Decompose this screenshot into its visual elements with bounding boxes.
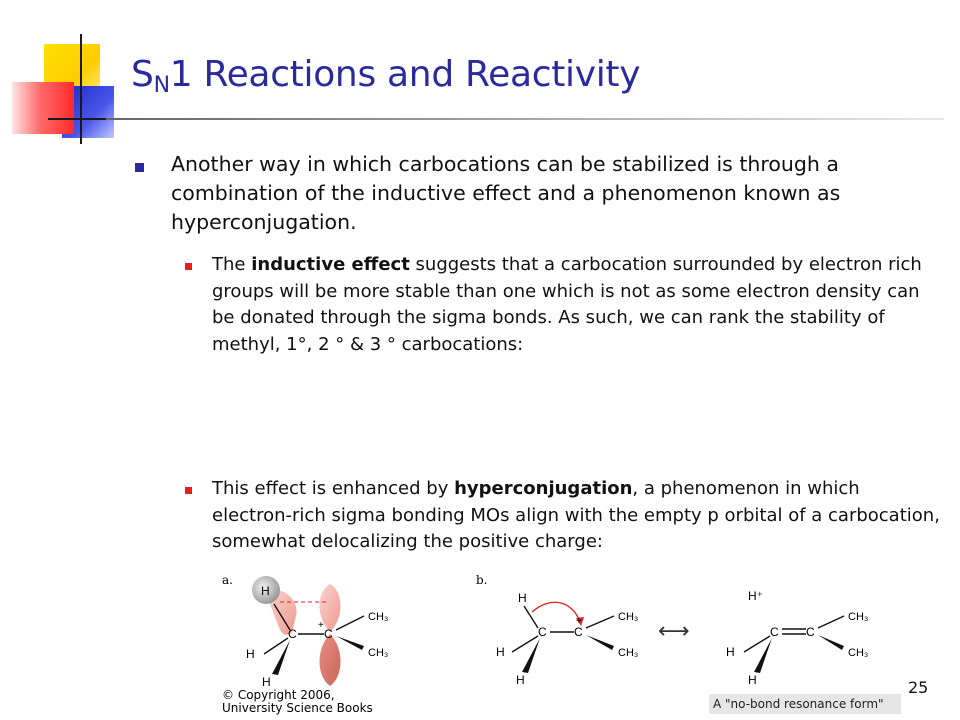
page-number: 25: [908, 678, 929, 697]
slide-title: [131, 54, 640, 98]
curved-arrow: [532, 602, 580, 622]
svg-text:C: C: [324, 627, 333, 641]
svg-text:C: C: [538, 625, 547, 639]
svg-text:H: H: [726, 645, 735, 659]
svg-text:H: H: [518, 591, 527, 605]
svg-text:CH₃: CH₃: [848, 647, 869, 659]
svg-text:H: H: [262, 675, 271, 689]
decor-vertical-line: [80, 34, 82, 144]
figure-a-label: a.: [222, 573, 233, 587]
svg-text:CH₃: CH₃: [618, 611, 639, 623]
title-underline: [106, 118, 944, 120]
bond-c-ch3-upper: [336, 616, 364, 630]
decor-horizontal-line: [48, 118, 106, 120]
bullet-marker: [135, 163, 144, 172]
svg-text:CH₃: CH₃: [368, 647, 389, 659]
svg-text:CH₃: CH₃: [618, 647, 639, 659]
p-orbital-lower-lobe: [320, 634, 341, 686]
svg-text:C: C: [574, 625, 583, 639]
svg-text:+: +: [576, 616, 582, 627]
term-inductive-effect: inductive effect: [251, 254, 410, 275]
svg-text:H: H: [748, 673, 757, 687]
svg-text:+: +: [318, 620, 324, 631]
h-plus-label: H⁺: [748, 589, 763, 603]
wedge-c-ch3-lower: [336, 636, 364, 650]
sub-bullet-marker: [185, 263, 192, 270]
title-subscript: N: [153, 73, 170, 98]
wedge-c-h-lower: [272, 640, 290, 675]
decor-red-square: [12, 82, 74, 134]
title-s: S: [131, 54, 154, 95]
svg-text:H: H: [246, 647, 255, 661]
svg-text:C: C: [806, 625, 815, 639]
term-hyperconjugation: hyperconjugation: [454, 478, 633, 499]
svg-text:H: H: [496, 645, 505, 659]
svg-text:H: H: [516, 673, 525, 687]
svg-text:CH₃: CH₃: [848, 611, 869, 623]
svg-text:H: H: [261, 584, 270, 598]
sub-bullet-text: This effect is enhanced by hyperconjugation, a phenomenon in which electron-rich sigma bonding MOs align with the empty p orbital of a carbocation, somewhat delocalizing the positive charge:: [212, 478, 940, 552]
title-rest: 1 Reactions and Reactivity: [169, 54, 641, 95]
resonance-arrow: ⟷: [658, 619, 690, 644]
svg-text:C: C: [288, 627, 297, 641]
copyright-notice: © Copyright 2006, University Science Books: [222, 688, 373, 715]
sub-bullet-marker: [185, 487, 192, 494]
svg-text:C: C: [770, 625, 779, 639]
sub-bullet-text: The inductive effect suggests that a carbocation surrounded by electron rich groups will be more stable than one which is not as some electron density can be donated through the sigma bonds. As such, we can rank the stability of methyl, 1°, 2 ° & 3 ° carbocations:: [212, 254, 922, 355]
svg-text:CH₃: CH₃: [368, 611, 389, 623]
bullet-text: Another way in which carbocations can be stabilized is through a combination of the inductive effect and a phenomenon known as hyperconjugation.: [171, 152, 841, 234]
resonance-caption: A "no-bond resonance form": [709, 694, 901, 714]
figure-b-label: b.: [476, 573, 488, 587]
